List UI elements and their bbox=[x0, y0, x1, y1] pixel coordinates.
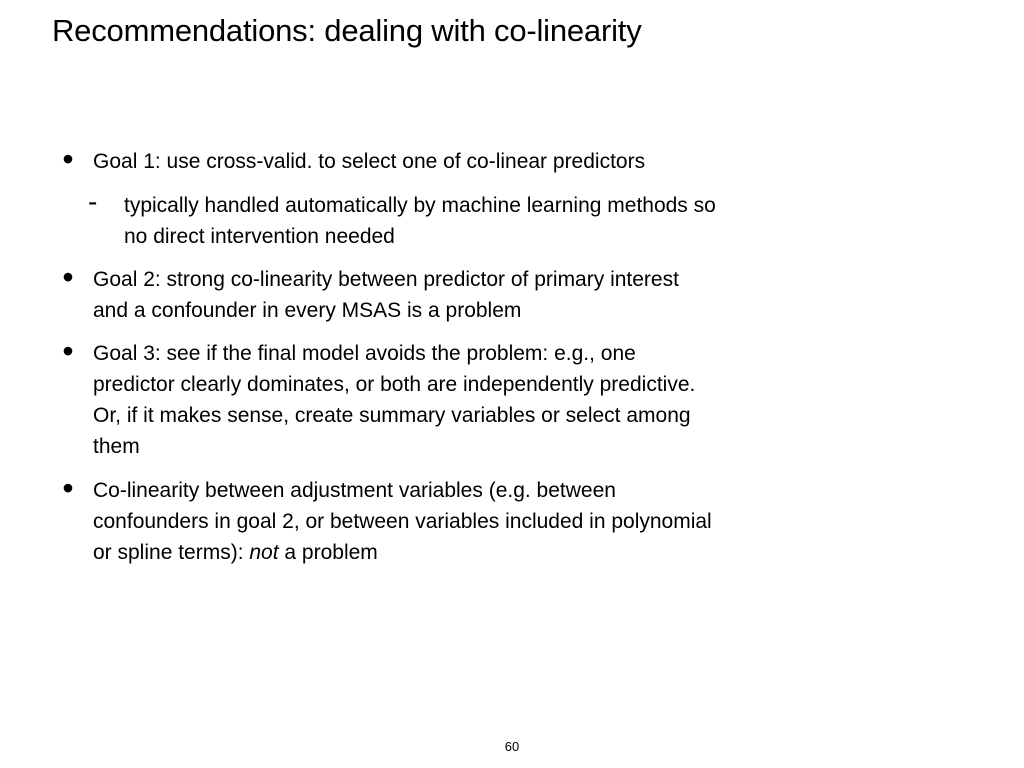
bullet-marker: • bbox=[62, 259, 74, 295]
bullet-marker: • bbox=[62, 333, 74, 369]
text-line: Goal 1: use cross-valid. to select one of co-linear predictors bbox=[93, 150, 646, 173]
bullet-text-goal-2 bbox=[93, 264, 679, 326]
bullet-text-goal-3 bbox=[93, 338, 695, 462]
text-line: and a confounder in every MSAS is a problem bbox=[93, 299, 522, 322]
bullet-marker: • bbox=[62, 470, 74, 506]
slide-title: Recommendations: dealing with co-linearity bbox=[52, 13, 642, 48]
emphasis-text: not bbox=[249, 541, 279, 564]
text-line: Goal 3: see if the final model avoids the problem: e.g., one bbox=[93, 342, 636, 365]
text-line: Co-linearity between adjustment variables (e.g. between bbox=[93, 479, 616, 502]
bullet-marker: • bbox=[62, 141, 74, 177]
text-line: predictor clearly dominates, or both are independently predictive. bbox=[93, 373, 696, 396]
text-line: no direct intervention needed bbox=[124, 225, 395, 248]
text-line: them bbox=[93, 435, 140, 458]
text-segment: a problem bbox=[278, 541, 378, 564]
page-number: 60 bbox=[504, 739, 520, 754]
text-line: confounders in goal 2, or between variables included in polynomial bbox=[93, 510, 712, 533]
sub-bullet-text bbox=[124, 190, 716, 252]
sub-bullet-marker: - bbox=[88, 186, 98, 217]
bullet-text-adjustment-variables bbox=[93, 475, 712, 568]
text-line: Or, if it makes sense, create summary variables or select among bbox=[93, 404, 691, 427]
text-line: typically handled automatically by machine learning methods so bbox=[124, 194, 716, 217]
text-line: Goal 2: strong co-linearity between predictor of primary interest bbox=[93, 268, 679, 291]
bullet-text-goal-1 bbox=[93, 146, 645, 177]
text-segment: or spline terms): bbox=[93, 541, 250, 564]
text-line bbox=[93, 537, 712, 568]
